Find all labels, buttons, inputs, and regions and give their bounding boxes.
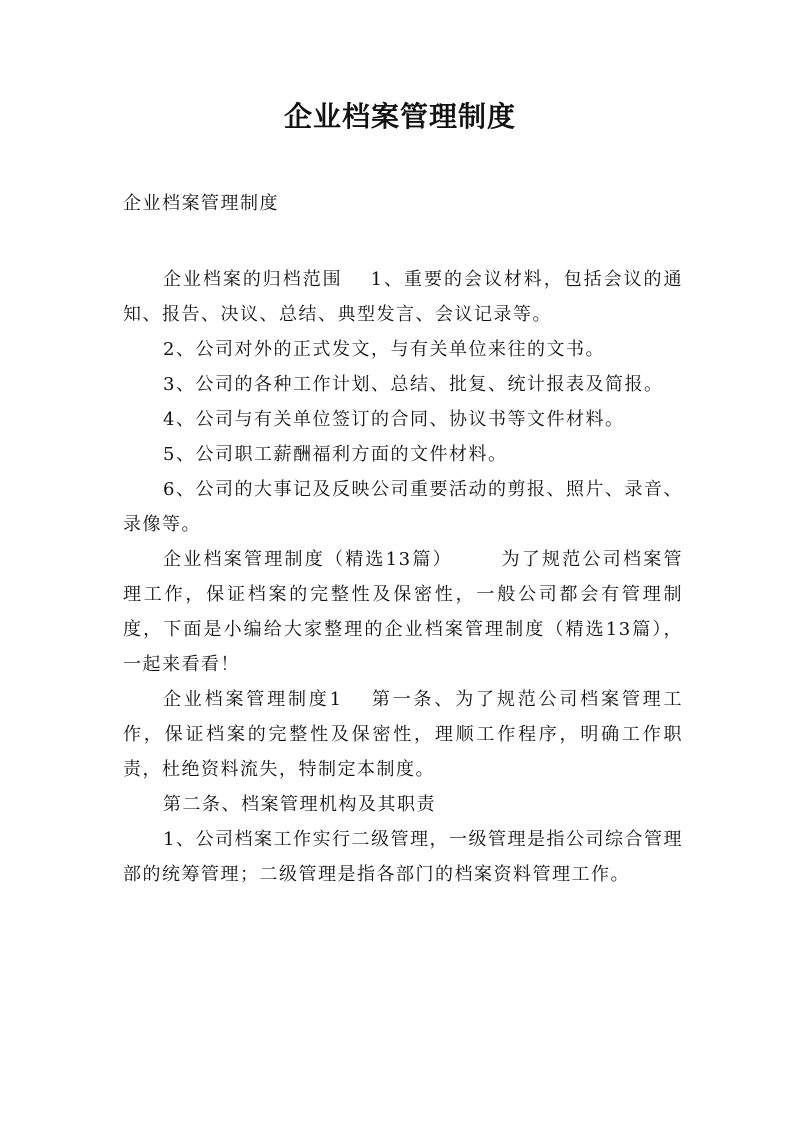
paragraph-article-1 [123, 682, 683, 787]
paragraph-item-6: 6、公司的大事记及反映公司重要活动的剪报、照片、录音、录像等。 [123, 479, 683, 535]
paragraph-article-2-item-1: 1、公司档案工作实行二级管理，一级管理是指公司综合管理部的统筹管理；二级管理是指各部门的档案资料管理工作。 [123, 829, 683, 885]
paragraph-text: 1、重要的会议材料，包括会议的通知、报告、决议、总结、典型发言、会议记录等。 [123, 269, 684, 325]
paragraph-text: 为了规范公司档案管理工作，保证档案的完整性及保密性，一般公司都会有管理制度，下面是小编给大家整理的企业档案管理制度（精选13篇），一起来看看！ [123, 549, 684, 675]
paragraph-item-5: 5、公司职工薪酬福利方面的文件材料。 [163, 444, 508, 465]
paragraph-archiving-scope [123, 262, 683, 332]
paragraph-lead: 企业档案的归档范围 [163, 269, 343, 290]
paragraph-article-2: 第二条、档案管理机构及其职责 [163, 794, 436, 815]
document-body [123, 262, 683, 892]
document-title: 企业档案管理制度 [283, 100, 516, 133]
paragraph-text: 第一条、为了规范公司档案管理工作，保证档案的完整性及保密性，理顺工作程序，明确工作职责，杜绝资料流失，特制定本制度。 [123, 689, 683, 780]
paragraph-intro [123, 542, 683, 682]
document-subtitle: 企业档案管理制度 [123, 193, 279, 214]
paragraph-lead: 企业档案管理制度（精选13篇） [163, 549, 453, 570]
paragraph-item-2: 2、公司对外的正式发文，与有关单位来往的文书。 [163, 339, 605, 360]
paragraph-lead: 企业档案管理制度1 [163, 689, 343, 710]
paragraph-item-3: 3、公司的各种工作计划、总结、批复、统计报表及简报。 [163, 374, 664, 395]
paragraph-item-4: 4、公司与有关单位签订的合同、协议书等文件材料。 [163, 409, 625, 430]
